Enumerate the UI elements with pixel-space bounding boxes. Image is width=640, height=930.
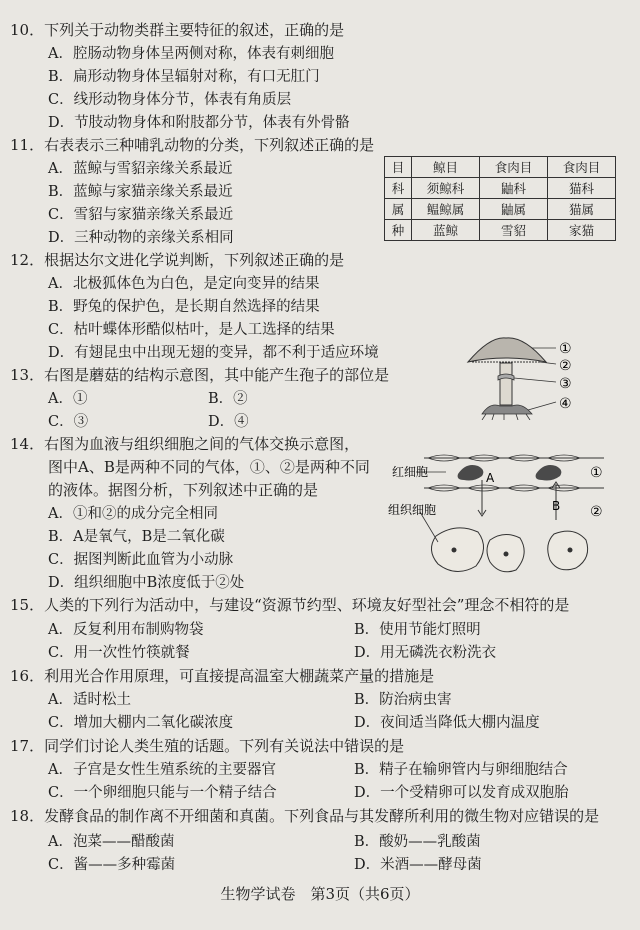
question-10-option-c: C．线形动物身体分节，体表有角质层 <box>48 92 292 108</box>
question-14-option-b: B．A是氧气，B是二氧化碳 <box>48 529 225 545</box>
question-17-option-a: A．子宫是女性生殖系统的主要器官 <box>48 762 276 778</box>
table-row <box>385 220 616 241</box>
gas-a-label: A <box>486 471 495 485</box>
mushroom-cap <box>468 338 546 362</box>
table-cell: 雪貂 <box>480 220 548 241</box>
table-cell: 食肉目 <box>480 157 548 178</box>
table-row <box>385 157 616 178</box>
table-cell: 猫科 <box>548 178 616 199</box>
mushroom-label-4: ④ <box>559 396 572 412</box>
tissue-cell-3-nucleus <box>568 548 573 553</box>
question-13-stem: 13．右图是蘑菇的结构示意图，其中能产生孢子的部位是 <box>10 366 390 384</box>
question-15-option-b: B．使用节能灯照明 <box>354 622 481 638</box>
page-footer: 生物学试卷 第3页（共6页） <box>220 885 420 903</box>
table-cell: 须鲸科 <box>412 178 480 199</box>
question-18-stem: 18．发酵食品的制作离不开细菌和真菌。下列食品与其发酵所利用的微生物对应错误的是 <box>10 807 600 825</box>
question-11-option-d: D．三种动物的亲缘关系相同 <box>48 230 234 246</box>
question-15-option-a: A．反复利用布制购物袋 <box>48 622 204 638</box>
question-18-option-d: D．米酒——酵母菌 <box>354 857 482 873</box>
table-cell: 食肉目 <box>548 157 616 178</box>
table-cell: 科 <box>385 178 412 199</box>
question-15-stem: 15．人类的下列行为活动中，与建设“资源节约型、环境友好型社会”理念不相符的是 <box>10 596 570 614</box>
question-14-option-c: C．据图判断此血管为小动脉 <box>48 552 234 568</box>
question-10-option-b: B．扁形动物身体呈辐射对称，有口无肛门 <box>48 69 320 85</box>
question-14-option-a: A．①和②的成分完全相同 <box>48 506 218 522</box>
tissue-cell-label: 组织细胞 <box>388 503 437 517</box>
fluid-2-label: ② <box>590 504 603 520</box>
table-cell: 鲸目 <box>412 157 480 178</box>
question-13-option-a: A．① <box>48 391 88 407</box>
label-line-4 <box>528 402 556 410</box>
table-cell: 鼬科 <box>480 178 548 199</box>
question-12-option-c: C．枯叶蝶体形酷似枯叶，是人工选择的结果 <box>48 322 335 338</box>
question-11-option-c: C．雪貂与家猫亲缘关系最近 <box>48 207 234 223</box>
red-blood-cell-2 <box>536 465 562 481</box>
table-row <box>385 199 616 220</box>
question-10-option-d: D．节肢动物身体和附肢都分节，体表有外骨骼 <box>48 115 350 131</box>
rbc-label: 红细胞 <box>392 465 429 479</box>
label-line-2 <box>540 362 556 364</box>
table-cell: 猫属 <box>548 199 616 220</box>
question-12-option-a: A．北极狐体色为白色，是定向变异的结果 <box>48 276 320 292</box>
question-13-option-d: D．④ <box>208 414 249 430</box>
question-10-stem: 10．下列关于动物类群主要特征的叙述，正确的是 <box>10 21 345 39</box>
question-12-option-b: B．野兔的保护色，是长期自然选择的结果 <box>48 299 320 315</box>
question-14-stem: 14．右图为血液与组织细胞之间的气体交换示意图， <box>10 435 360 453</box>
question-14-stem-line-2: 图中A、B是两种不同的气体，①、②是两种不同 <box>48 458 370 476</box>
question-12-stem: 12．根据达尔文进化学说判断，下列叙述正确的是 <box>10 251 345 269</box>
question-12-option-d: D．有翅昆虫中出现无翅的变异，都不利于适应环境 <box>48 345 379 361</box>
table-cell: 鳁鲸属 <box>412 199 480 220</box>
question-10-option-a: A．腔肠动物身体呈两侧对称，体表有刺细胞 <box>48 46 334 62</box>
table-cell: 种 <box>385 220 412 241</box>
question-16-option-d: D．夜间适当降低大棚内温度 <box>354 715 540 731</box>
question-17-stem: 17．同学们讨论人类生殖的话题。下列有关说法中错误的是 <box>10 737 405 755</box>
question-17-option-c: C．一个卵细胞只能与一个精子结合 <box>48 785 277 801</box>
question-16-option-b: B．防治病虫害 <box>354 692 452 708</box>
mushroom-mycelium <box>482 405 532 414</box>
question-18-option-a: A．泡菜——醋酸菌 <box>48 834 175 850</box>
tissue-cell-1 <box>431 528 483 572</box>
tissue-cell-1-nucleus <box>452 548 457 553</box>
question-11-option-b: B．蓝鲸与家猫亲缘关系最近 <box>48 184 233 200</box>
question-18-option-c: C．酱——多种霉菌 <box>48 857 176 873</box>
question-16-option-a: A．适时松土 <box>48 692 131 708</box>
classification-table <box>384 156 616 241</box>
question-17-option-b: B．精子在输卵管内与卵细胞结合 <box>354 762 568 778</box>
mushroom-diagram <box>460 334 580 420</box>
gas-exchange-diagram <box>386 452 618 584</box>
label-line-3 <box>514 378 556 382</box>
red-blood-cell-1 <box>458 465 484 481</box>
mushroom-label-1: ① <box>559 341 572 357</box>
question-11-option-a: A．蓝鲸与雪貂亲缘关系最近 <box>48 161 233 177</box>
table-cell: 目 <box>385 157 412 178</box>
question-14-option-d: D．组织细胞中B浓度低于②处 <box>48 575 245 591</box>
mushroom-stalk <box>500 363 512 405</box>
question-13-option-b: B．② <box>208 391 248 407</box>
table-cell: 属 <box>385 199 412 220</box>
question-11-stem: 11．右表表示三种哺乳动物的分类，下列叙述正确的是 <box>10 136 375 154</box>
table-cell: 家猫 <box>548 220 616 241</box>
question-16-option-c: C．增加大棚内二氧化碳浓度 <box>48 715 234 731</box>
question-15-option-d: D．用无磷洗衣粉洗衣 <box>354 645 497 661</box>
question-15-option-c: C．用一次性竹筷就餐 <box>48 645 190 661</box>
table-cell: 鼬属 <box>480 199 548 220</box>
tissue-cell-2-nucleus <box>504 552 509 557</box>
question-17-option-d: D．一个受精卵可以发育成双胞胎 <box>354 785 569 801</box>
question-14-stem-line-3: 的液体。据图分析，下列叙述中正确的是 <box>48 481 319 499</box>
table-row <box>385 178 616 199</box>
question-13-option-c: C．③ <box>48 414 89 430</box>
question-16-stem: 16．利用光合作用原理，可直接提高温室大棚蔬菜产量的措施是 <box>10 667 435 685</box>
mushroom-label-2: ② <box>559 358 572 374</box>
fluid-1-label: ① <box>590 465 603 481</box>
mycelium-hyphae <box>482 414 530 420</box>
table-cell: 蓝鲸 <box>412 220 480 241</box>
mushroom-label-3: ③ <box>559 376 572 392</box>
question-18-option-b: B．酸奶——乳酸菌 <box>354 834 481 850</box>
gas-b-label: B <box>552 499 561 513</box>
